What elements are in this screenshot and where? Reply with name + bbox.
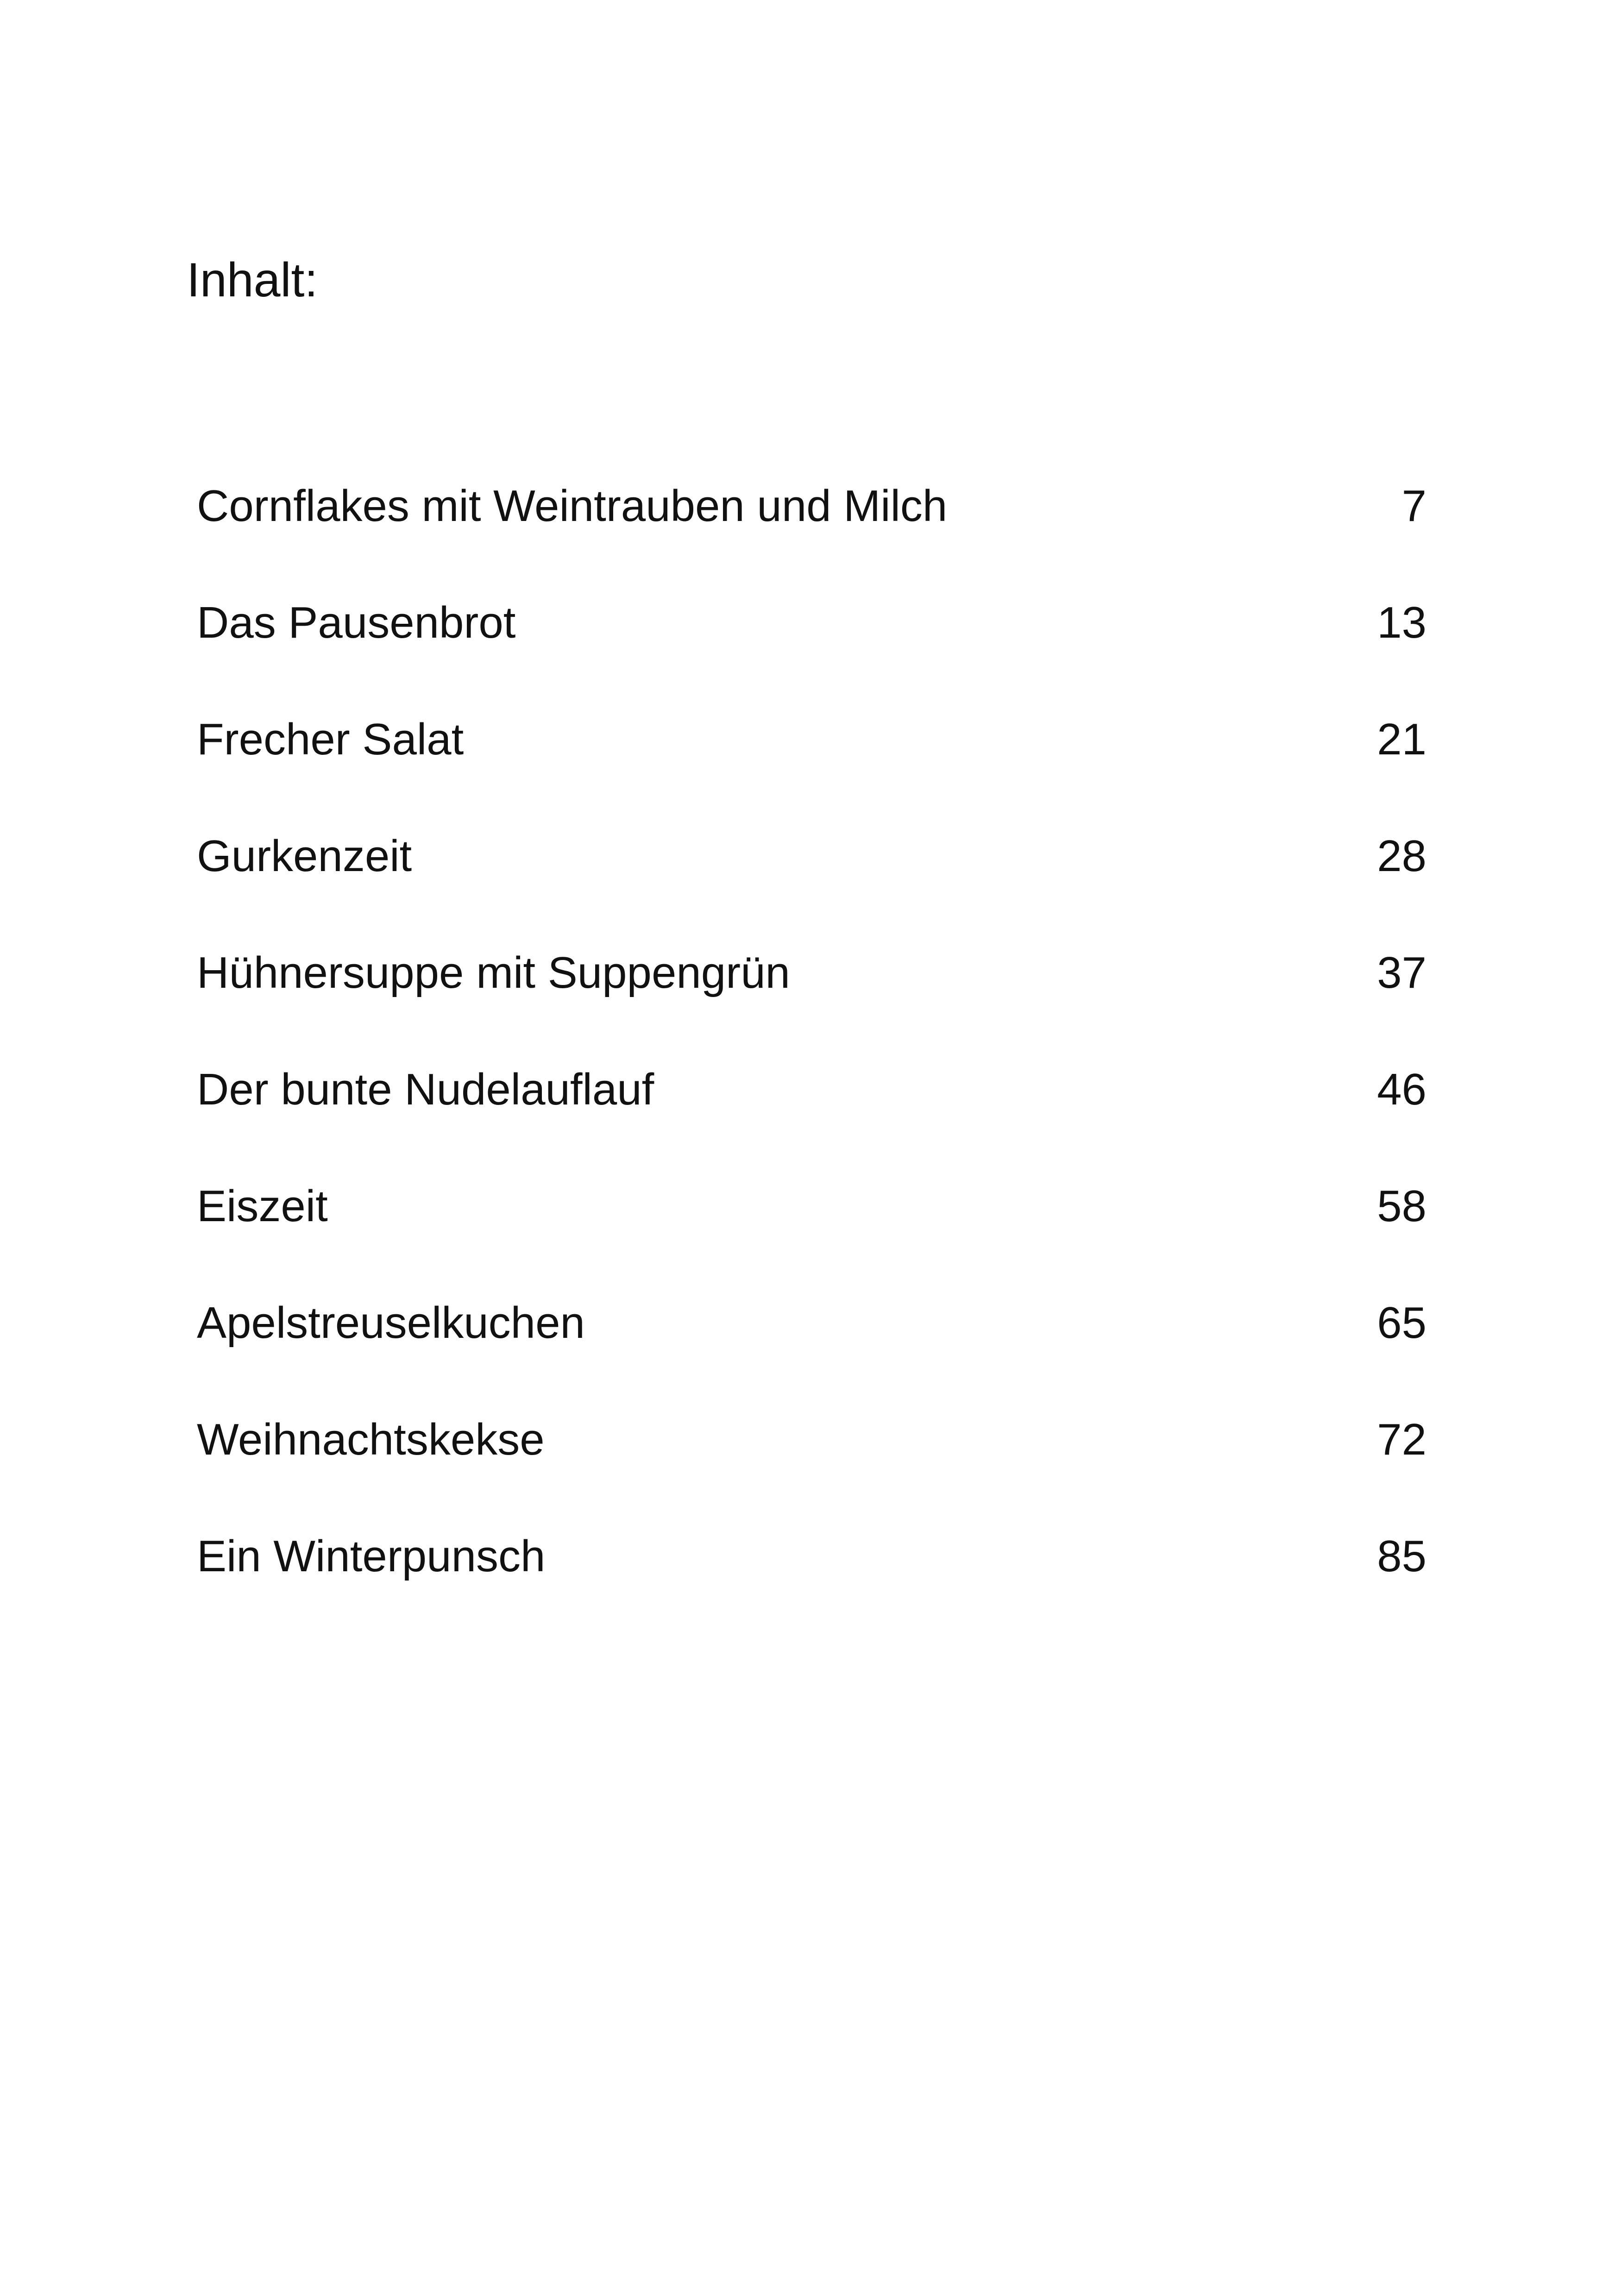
toc-entry xyxy=(197,1529,1426,1645)
toc-entry xyxy=(197,828,1426,945)
toc-entry xyxy=(197,1412,1426,1529)
toc-entry-title: Frecher Salat xyxy=(197,715,464,764)
toc-entry-page-number: 58 xyxy=(1377,1181,1426,1231)
toc-entry xyxy=(197,1295,1426,1412)
toc-entry-page-number: 85 xyxy=(1377,1531,1426,1581)
toc-entry-title: Weihnachtskekse xyxy=(197,1415,545,1464)
toc-entry-title: Hühnersuppe mit Suppengrün xyxy=(197,948,790,997)
toc-entry xyxy=(197,478,1426,595)
toc-entry xyxy=(197,945,1426,1062)
toc-entry-title: Ein Winterpunsch xyxy=(197,1531,546,1581)
toc-entry xyxy=(197,712,1426,828)
table-of-contents xyxy=(197,478,1426,1645)
toc-entry-page-number: 28 xyxy=(1377,831,1426,881)
toc-entry-title: Cornflakes mit Weintrauben und Milch xyxy=(197,481,948,531)
toc-entry-title: Apelstreuselkuchen xyxy=(197,1298,585,1348)
toc-entry-title: Gurkenzeit xyxy=(197,831,412,881)
toc-entry-title: Das Pausenbrot xyxy=(197,598,516,647)
toc-entry-page-number: 72 xyxy=(1377,1415,1426,1464)
toc-entry xyxy=(197,1062,1426,1179)
toc-entry-page-number: 37 xyxy=(1377,948,1426,997)
toc-entry-page-number: 7 xyxy=(1401,481,1426,531)
toc-entry-page-number: 21 xyxy=(1377,715,1426,764)
toc-entry xyxy=(197,595,1426,712)
toc-entry-page-number: 65 xyxy=(1377,1298,1426,1348)
toc-entry xyxy=(197,1179,1426,1295)
toc-entry-title: Eiszeit xyxy=(197,1181,328,1231)
toc-entry-title: Der bunte Nudelauflauf xyxy=(197,1065,654,1114)
toc-entry-page-number: 13 xyxy=(1377,598,1426,647)
toc-entry-page-number: 46 xyxy=(1377,1065,1426,1114)
toc-heading: Inhalt: xyxy=(187,253,318,307)
